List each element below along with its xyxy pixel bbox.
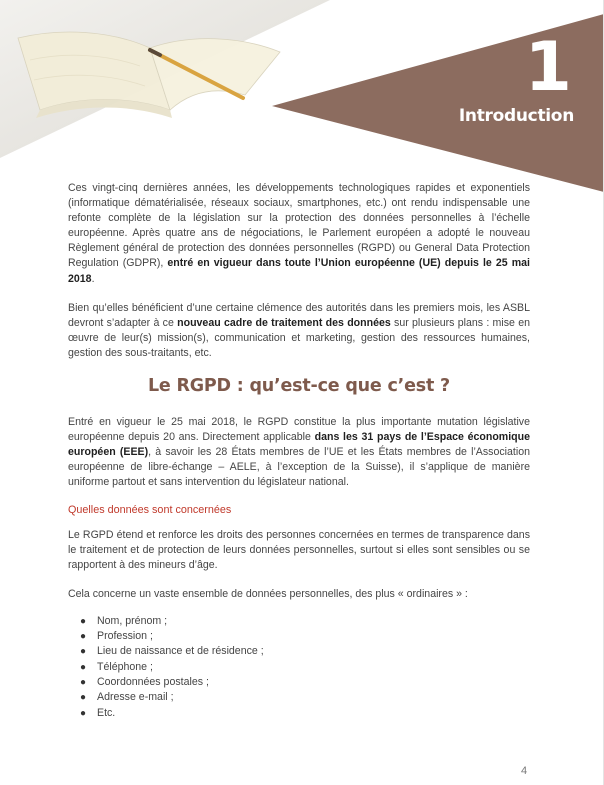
section-emphasis-1: dans les 31 pays de l’Espace économique européen (EEE) [68,431,530,459]
intro-paragraph-2: Bien qu’elles bénéficient d’une certaine clémence des autorités dans les premiers mois, les ASBL devront s’adapter à ce nouveau cadre de traitement des données sur plusieurs plans : mise en œuvre de leur(s) mission(s), communication et marketing, gestion des ressources humaines, gestion des sous-traitants, etc. [68,301,530,359]
intro-paragraph-1: Ces vingt-cinq dernières années, les développements technologiques rapides et exponentiels (informatique dématérialisée, réseaux sociaux, smartphones, etc.) ont rendu indispensable une refonte complète de la législation sur la protection des données personnelles à l’échelle européenne. Après quatre ans de négociations, le Parlement européen a adopté le nouveau Règlement général de protection des données personnelles (RGPD) ou General Data Protection Regulation (GDPR), entré en vigueur dans toute l’Union européenne (UE) depuis le 25 mai 2018. [68,182,530,285]
data-types-list [68,614,530,721]
bullet-icon: ● [80,631,87,643]
section-title: Le RGPD : qu’est-ce que c’est ? [147,376,451,397]
page-number: 4 [521,765,528,777]
bullet-icon: ● [80,692,87,704]
section-paragraph-2: Le RGPD étend et renforce les droits des personnes concernées en termes de transparence dans le traitement et de protection de leurs données personnelles, surtout si elles sont sensibles ou se rapportent à des mineurs d’âge. [68,528,530,571]
bullet-icon: ● [80,661,87,673]
section-paragraph-1: Entré en vigueur le 25 mai 2018, le RGPD constitue la plus importante mutation législative européenne depuis 20 ans. Directement applicable dans les 31 pays de l’Espace économique européen (EEE), à savoir les 28 États membres de l’UE et les États membres de l’Association européenne de libre-échange – AELE, à l’exception de la Suisse), il s’applique de manière uniforme partout et sans intervention du législateur national. [68,416,530,489]
chapter-number: 1 [524,28,572,107]
bullet-icon: ● [80,646,87,658]
header-graphic [0,0,604,200]
bullet-icon: ● [80,615,87,627]
intro-emphasis-2: nouveau cadre de traitement des données [177,316,391,329]
list-item: ● Coordonnées postales ; [80,675,530,690]
chapter-title: Introduction [458,106,574,126]
list-item: ● Adresse e-mail ; [80,690,530,705]
chapter-header [0,0,604,200]
intro-emphasis-1: entré en vigueur dans toute l’Union européenne (UE) depuis le 25 mai 2018 [68,257,530,285]
bullet-icon: ● [80,677,87,689]
bullet-icon: ● [80,707,87,719]
list-item: ● Téléphone ; [80,660,530,675]
section-paragraph-3: Cela concerne un vaste ensemble de données personnelles, des plus « ordinaires » : [68,587,468,600]
list-item: ● Nom, prénom ; [80,614,530,629]
main-content [68,181,530,721]
subsection-title: Quelles données sont concernées [68,503,232,516]
list-item: ● Lieu de naissance et de résidence ; [80,644,530,659]
list-item: ● Profession ; [80,629,530,644]
list-item: ● Etc. [80,706,530,721]
